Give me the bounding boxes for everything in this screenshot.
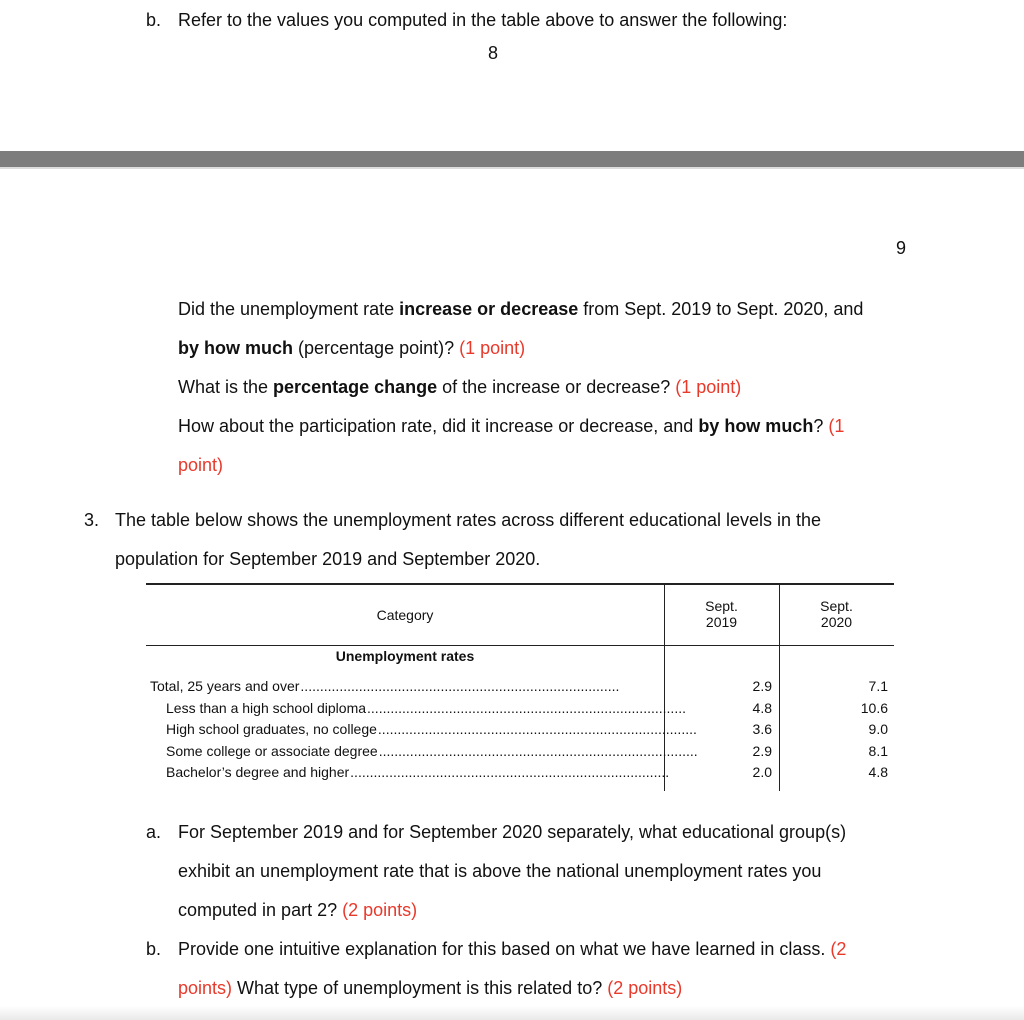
- table-row-label: Bachelor’s degree and higher..................................................................................: [166, 764, 670, 780]
- table-row-label: Less than a high school diploma..................................................................................: [166, 699, 686, 716]
- question-percentage-change: What is the percentage change of the increase or decrease? (1 point): [178, 377, 742, 397]
- points-label: (1 point): [459, 338, 526, 358]
- section-title: Unemployment rates: [335, 648, 475, 664]
- value-2020: 10.6: [860, 699, 888, 716]
- points-label: points): [178, 978, 233, 998]
- header-sept-2019: Sept. 2019: [705, 598, 738, 630]
- page-separator: [0, 151, 1024, 167]
- value-2020: 7.1: [868, 678, 888, 694]
- question-participation-line1: How about the participation rate, did it increase or decrease, and by how much? (1: [178, 416, 845, 436]
- value-2019: 3.6: [752, 721, 772, 737]
- points-label: (2: [830, 939, 847, 959]
- page-number: 9: [896, 238, 907, 258]
- page-separator-shadow: [0, 167, 1024, 169]
- subq-a-line3: computed in part 2? (2 points): [178, 900, 418, 920]
- points-label: (2 points): [607, 978, 683, 998]
- prev-item-text: Refer to the values you computed in the table above to answer the following:: [178, 10, 788, 30]
- subq-b-line1: Provide one intuitive explanation for this based on what we have learned in class. (2: [178, 939, 847, 959]
- question-unemployment-line2: by how much (percentage point)? (1 point): [178, 338, 526, 358]
- table-top-rule: [146, 583, 894, 585]
- item3-marker: 3.: [84, 510, 100, 530]
- value-2019: 2.0: [752, 764, 772, 780]
- header-category: Category: [376, 607, 434, 623]
- points-label: (2 points): [342, 900, 418, 920]
- item3-line2: population for September 2019 and September 2020.: [115, 549, 541, 569]
- subq-b-marker: b.: [146, 939, 162, 959]
- subq-a-marker: a.: [146, 822, 162, 842]
- subq-a-line1: For September 2019 and for September 2020 separately, what educational group(s): [178, 822, 847, 842]
- table-row-label: High school graduates, no college..................................................................................: [166, 721, 697, 737]
- table-row-label: Total, 25 years and over..................................................................................: [150, 678, 620, 694]
- value-2020: 8.1: [868, 742, 888, 759]
- item3-line1: The table below shows the unemployment rates across different educational levels in the: [115, 510, 822, 530]
- points-label: (1: [828, 416, 845, 436]
- prev-item-marker: b.: [146, 10, 162, 30]
- question-participation-line2: point): [178, 455, 224, 475]
- subq-a-line2: exhibit an unemployment rate that is above the national unemployment rates you: [178, 861, 822, 881]
- unemployment-table: [146, 583, 894, 793]
- value-2019: 2.9: [752, 742, 772, 759]
- header-sept-2020: Sept. 2020: [820, 598, 853, 630]
- value-2020: 4.8: [868, 764, 888, 780]
- subq-b-line2: points) What type of unemployment is this related to? (2 points): [178, 978, 683, 998]
- table-row-label: Some college or associate degree..................................................................................: [166, 742, 698, 759]
- value-2019: 4.8: [752, 699, 772, 716]
- prev-page-number: 8: [488, 43, 499, 63]
- page-bottom-edge: [0, 1006, 1024, 1020]
- question-unemployment-line1: Did the unemployment rate increase or decrease from Sept. 2019 to Sept. 2020, and: [178, 299, 864, 319]
- value-2020: 9.0: [868, 721, 888, 737]
- points-label: (1 point): [675, 377, 742, 397]
- table-header-rule: [146, 645, 894, 646]
- value-2019: 2.9: [752, 678, 772, 694]
